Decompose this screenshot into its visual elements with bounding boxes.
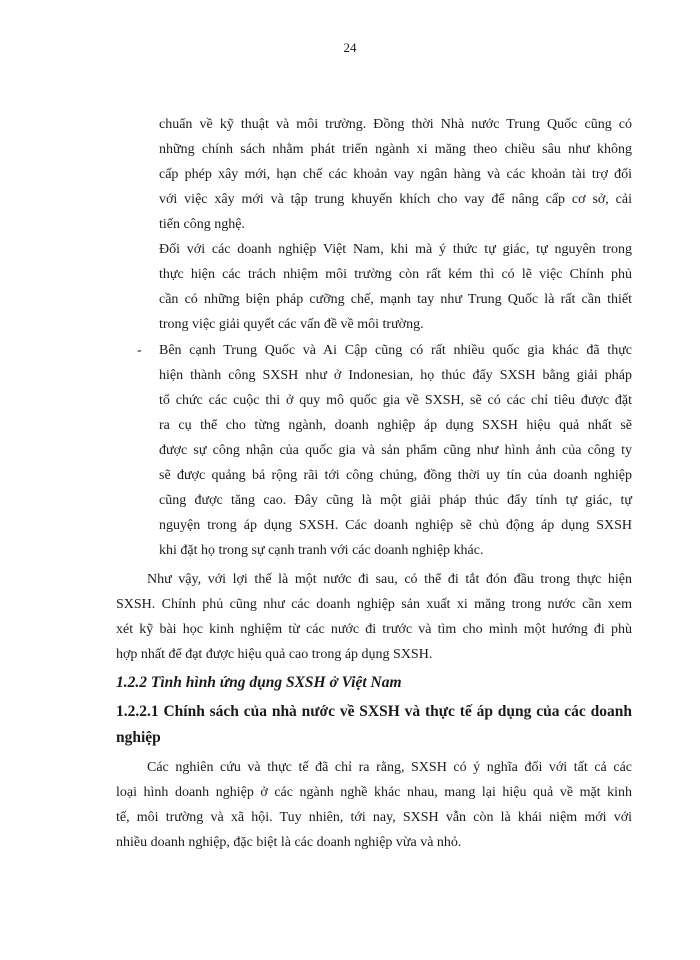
text-line: sẽ được quảng bá rộng rãi tới công chúng, đồng thời uy tín của doanh nghiệp [159, 468, 632, 483]
text-line: trong việc giải quyết các vấn đề về môi trường. [159, 317, 424, 332]
text-line: nhiều doanh nghiệp, đặc biệt là các doanh nghiệp vừa và nhỏ. [116, 835, 462, 850]
text-line: tiến công nghệ. [159, 217, 245, 232]
heading-line: 1.2.2.1 Chính sách của nhà nước về SXSH và thực tế áp dụng của các doanh [116, 703, 632, 720]
text-line: loại hình doanh nghiệp ở các ngành nghề khác nhau, mang lại hiệu quả về mặt kinh [116, 785, 632, 800]
text-line: khi đặt họ trong sự cạnh tranh với các doanh nghiệp khác. [159, 543, 484, 558]
text-line: được sự công nhận của quốc gia và sản phẩm cũng như hình ảnh của công ty [159, 443, 632, 458]
text-line: SXSH. Chính phủ cũng như các doanh nghiệp sản xuất xi măng trong nước cần xem [116, 597, 632, 612]
text-line: Đối với các doanh nghiệp Việt Nam, khi mà ý thức tự giác, tự nguyên trong [159, 242, 632, 257]
bullet-dash: - [137, 343, 142, 358]
text-line: Như vậy, với lợi thế là một nước đi sau, có thể đi tắt đón đầu trong thực hiện [147, 572, 632, 587]
text-line: Các nghiên cứu và thực tế đã chỉ ra rằng, SXSH có ý nghĩa đối với tất cả các [147, 760, 632, 775]
text-line: tế, môi trường và xã hội. Tuy nhiên, tới nay, SXSH vẫn còn là khái niệm mới với [116, 810, 632, 825]
text-line: những chính sách nhằm phát triển ngành xi măng theo chiều sâu như không [159, 142, 632, 157]
text-line: cấp phép xây mới, hạn chế các khoản vay ngân hàng và các khoản tài trợ đối [159, 167, 632, 182]
text-line: ra cụ thể cho từng ngành, doanh nghiệp áp dụng SXSH hiệu quả nhất sẽ [159, 418, 632, 433]
text-line: nguyện trong áp dụng SXSH. Các doanh nghiệp sẽ chủ động áp dụng SXSH [159, 518, 632, 533]
text-line: với việc xây mới và tập trung khuyến khích cho vay để nâng cấp cơ sở, cải [159, 192, 632, 207]
section-heading: 1.2.2 Tình hình ứng dụng SXSH ở Việt Nam [116, 674, 402, 691]
text-line: tổ chức các cuộc thi ở quy mô quốc gia về SXSH, sẽ có các chỉ tiêu được đặt [159, 393, 632, 408]
text-line: cũng được tăng cao. Đây cũng là một giải pháp thúc đẩy tính tự giác, tự [159, 493, 632, 508]
text-line: Bên cạnh Trung Quốc và Ai Cập cũng có rất nhiều quốc gia khác đã thực [159, 343, 632, 358]
text-line: chuẩn về kỹ thuật và môi trường. Đồng thời Nhà nước Trung Quốc cũng có [159, 117, 632, 132]
text-line: xét kỹ bài học kinh nghiệm từ các nước đi trước và tìm cho mình một hướng đi phù [116, 622, 632, 637]
page-number: 24 [343, 40, 357, 55]
text-line: thực hiện các trách nhiệm môi trường còn rất kém thì có lẽ việc Chính phủ [159, 267, 632, 282]
text-line: hiện thành công SXSH như ở Indonesian, họ thúc đẩy SXSH bằng giải pháp [159, 368, 632, 383]
heading-line: nghiệp [116, 729, 161, 746]
text-line: cần có những biện pháp cưỡng chế, mạnh tay như Trung Quốc là rất cần thiết [159, 292, 632, 307]
text-line: hợp nhất để đạt được hiệu quả cao trong áp dụng SXSH. [116, 647, 433, 662]
